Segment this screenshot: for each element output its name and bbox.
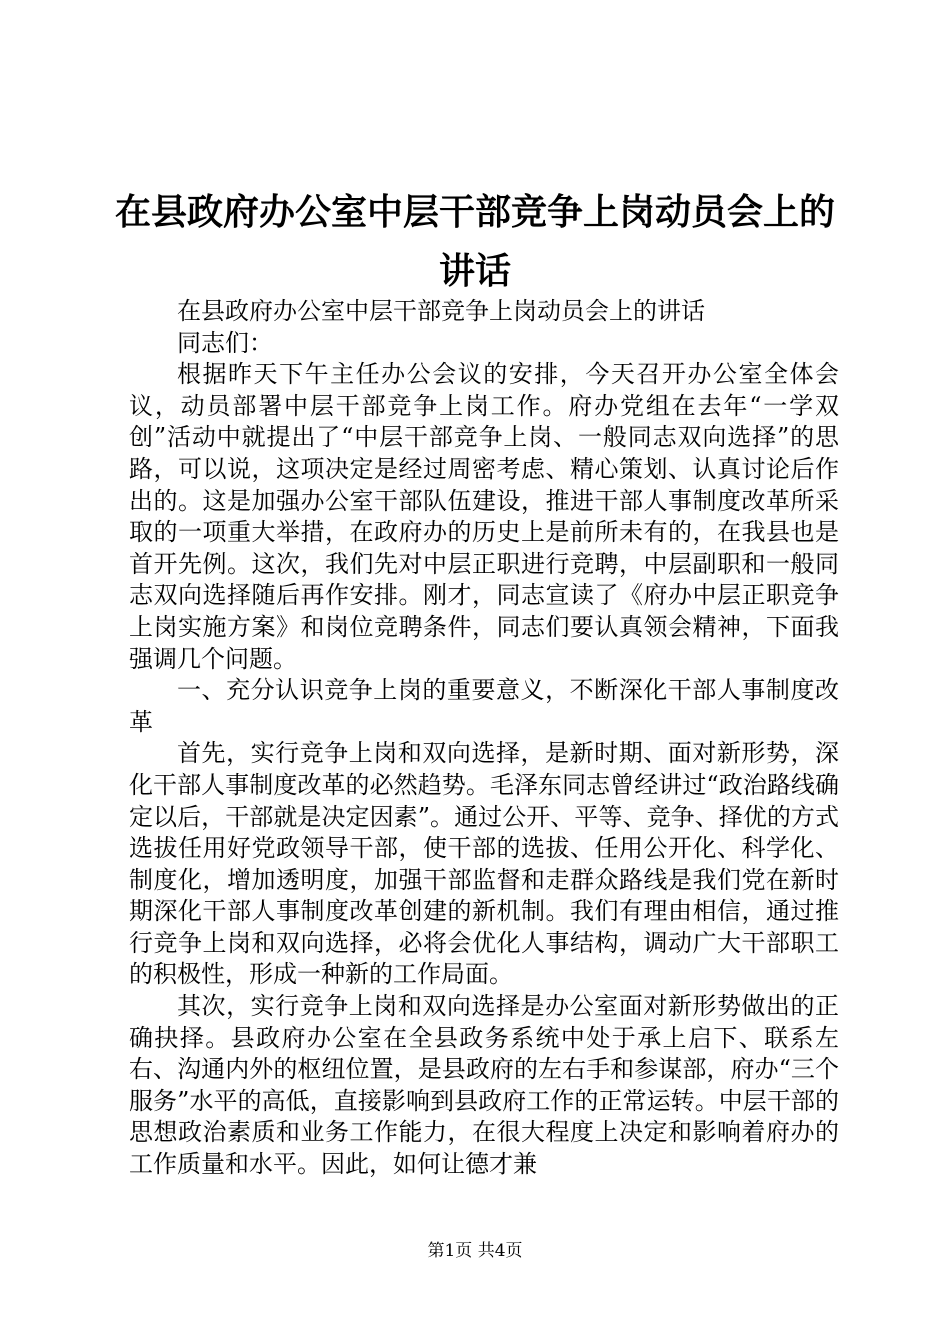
page-number-footer: 第1页 共4页 [427, 1241, 523, 1261]
document-body [129, 296, 839, 1181]
section-heading-paragraph: 一、充分认识竞争上岗的重要意义，不断深化干部人事制度改革 [129, 676, 839, 736]
subtitle-paragraph: 在县政府办公室中层干部竞争上岗动员会上的讲话 [177, 297, 705, 325]
document-title-line-2: 讲话 [438, 250, 511, 292]
body-paragraph: 其次，实行竞争上岗和双向选择是办公室面对新形势做出的正确抉择。县政府办公室在全县政务系统中处于承上启下、联系左右、沟通内外的枢纽位置，是县政府的左右手和参谋部，府办“三个服务”水平的高低，直接影响到县政府工作的正常运转。中层干部的思想政治素质和业务工作能力，在很大程度上决定和影响着府办的工作质量和水平。因此，如何让德才兼 [129, 992, 839, 1179]
body-paragraph: 首先，实行竞争上岗和双向选择，是新时期、面对新形势，深化干部人事制度改革的必然趋势。毛泽东同志曾经讲过“政治路线确定以后，干部就是决定因素”。通过公开、平等、竞争、择优的方式选拔任用好党政领导干部，使干部的选拔、任用公开化、科学化、制度化，增加透明度，加强干部监督和走群众路线是我们党在新时期深化干部人事制度改革创建的新机制。我们有理由相信，通过推行竞争上岗和双向选择，必将会优化人事结构，调动广大干部职工的积极性，形成一种新的工作局面。 [129, 739, 839, 989]
body-paragraph: 根据昨天下午主任办公会议的安排，今天召开办公室全体会议，动员部署中层干部竞争上岗工作。府办党组在去年“一学双创”活动中就提出了“中层干部竞争上岗、一般同志双向选择”的思路，可以说，这项决定是经过周密考虑、精心策划、认真讨论后作出的。这是加强办公室干部队伍建设，推进干部人事制度改革所采取的一项重大举措，在政府办的历史上是前所未有的，在我县也是首开先例。这次，我们先对中层正职进行竞聘，中层副职和一般同志双向选择随后再作安排。刚才，同志宣读了《府办中层正职竞争上岗实施方案》和岗位竞聘条件，同志们要认真领会精神，下面我强调几个问题。 [129, 360, 839, 673]
salutation-paragraph: 同志们： [177, 328, 273, 357]
document-title-line-1: 在县政府办公室中层干部竞争上岗动员会上的 [114, 191, 835, 233]
